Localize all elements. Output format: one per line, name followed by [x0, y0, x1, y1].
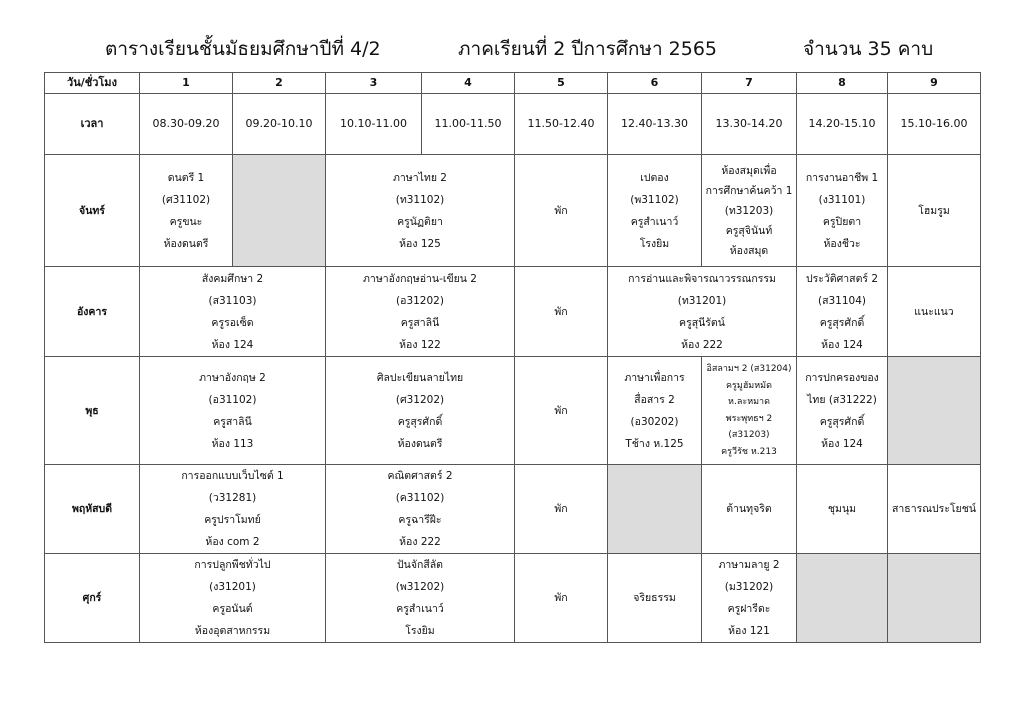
time-slot: 13.30-14.20	[702, 94, 797, 155]
day-label: ศุกร์	[45, 554, 140, 643]
empty-cell	[608, 465, 702, 554]
subject-name-cont: สื่อสาร 2	[634, 393, 675, 406]
day-label: พุธ	[45, 357, 140, 465]
class-cell: ชุมนุม	[797, 465, 888, 554]
room: ห้อง 113	[211, 437, 254, 450]
room: ห้อง 125	[399, 237, 441, 250]
room: โรงยิม	[639, 237, 670, 250]
empty-cell	[233, 155, 326, 267]
teacher: ครูสุรศักดิ์	[819, 316, 865, 329]
class-cell: ต้านทุจริต	[702, 465, 797, 554]
period-number: 7	[702, 73, 797, 94]
day-label: จันทร์	[45, 155, 140, 267]
break-cell: พัก	[515, 465, 608, 554]
room: ห้องสมุด	[729, 244, 769, 257]
break-cell: พัก	[515, 554, 608, 643]
period-number: 8	[797, 73, 888, 94]
class-cell	[797, 357, 888, 465]
class-cell	[140, 357, 326, 465]
term-label: ภาคเรียนที่ 2 ปีการศึกษา 2565	[458, 38, 718, 60]
subject-name: ปันจักสีลัต	[396, 559, 443, 571]
period-number: 4	[422, 73, 515, 94]
subject-code: (ส31103)	[208, 294, 257, 307]
class-cell	[326, 155, 515, 267]
room: โรงยิม	[405, 625, 435, 637]
subject-code: (ท31102)	[395, 193, 445, 206]
class-cell	[326, 465, 515, 554]
page-title: ตารางเรียนชั้นมัธยมศึกษาปีที่ 4/2	[105, 38, 381, 60]
subject-name: ประวัติศาสตร์ 2	[805, 272, 879, 285]
teacher: ครูปราโมทย์	[204, 514, 261, 526]
subject-code-alt: (ส31203)	[728, 430, 770, 440]
corner-cell: วัน/ชั่วโมง	[45, 73, 140, 94]
time-slot: 14.20-15.10	[797, 94, 888, 155]
class-cell	[608, 357, 702, 465]
teacher: ครูสาลินี	[400, 316, 440, 329]
period-number: 9	[888, 73, 981, 94]
class-cell	[140, 267, 326, 357]
empty-cell	[797, 554, 888, 643]
subject-code: (พ31202)	[395, 581, 445, 593]
day-row-thursday	[45, 465, 981, 554]
subject-name: อิสลามฯ 2 (ส31204)	[706, 364, 792, 374]
teacher: ครูนัฏติยา	[397, 215, 443, 228]
break-cell: พัก	[515, 267, 608, 357]
subject-code: (ศ31202)	[395, 393, 445, 406]
subject-code: (ศ31102)	[161, 193, 211, 206]
subject-name: สังคมศึกษา 2	[201, 272, 264, 285]
teacher: ครูสุรศักดิ์	[819, 415, 865, 428]
subject-code: (ค31102)	[395, 492, 445, 504]
time-label: เวลา	[45, 94, 140, 155]
subject-name: ภาษาไทย 2	[392, 171, 447, 184]
day-row-monday	[45, 155, 981, 267]
subject-name-alt: พระพุทธฯ 2	[725, 413, 773, 424]
class-cell	[140, 465, 326, 554]
subject-name: การปกครองของ	[805, 371, 879, 384]
teacher: ครูสุนีรัตน์	[679, 316, 725, 329]
class-cell: โฮมรูม	[888, 155, 981, 267]
class-cell	[702, 357, 797, 465]
teacher: ครูขนะ	[169, 215, 203, 228]
subject-code: (อ30202)	[630, 415, 679, 428]
subject-name: การงานอาชีพ 1	[805, 171, 879, 184]
day-label: อังคาร	[45, 267, 140, 357]
room: ห้อง com 2	[205, 536, 260, 548]
subject-code: (ง31101)	[818, 193, 866, 206]
time-slot: 11.00-11.50	[422, 94, 515, 155]
subject-name: การอ่านและพิจารณาวรรณกรรม	[628, 272, 776, 285]
time-slot: 09.20-10.10	[233, 94, 326, 155]
class-cell: จริยธรรม	[608, 554, 702, 643]
class-cell	[140, 554, 326, 643]
period-number: 1	[140, 73, 233, 94]
time-slot: 15.10-16.00	[888, 94, 981, 155]
room: ห้อง 222	[681, 338, 723, 351]
subject-name: ภาษาเพื่อการ	[624, 371, 685, 384]
day-row-tuesday	[45, 267, 981, 357]
teacher-room-alt: ครูวีรัช ห.213	[721, 446, 777, 457]
subject-code: (ท31201)	[677, 294, 727, 307]
period-header-row	[45, 73, 981, 94]
subject-name: การปลูกพืชทั่วไป	[194, 559, 271, 571]
empty-cell	[888, 357, 981, 465]
room: ห้อง 121	[728, 625, 770, 637]
time-row	[45, 94, 981, 155]
room: ห.ละหมาด	[728, 397, 770, 407]
subject-name: ภาษาอังกฤษ 2	[199, 371, 266, 384]
teacher: ครูอนันต์	[212, 603, 253, 615]
class-cell	[702, 155, 797, 267]
subject-name: ดนตรี 1	[167, 171, 205, 184]
subject-name: ภาษาอังกฤษอ่าน-เขียน 2	[363, 272, 477, 285]
teacher: ครูสำเนาว์	[630, 215, 679, 228]
room: ห้อง 124	[211, 338, 254, 351]
period-number: 3	[326, 73, 422, 94]
empty-cell	[888, 554, 981, 643]
break-cell: พัก	[515, 357, 608, 465]
room: ห้อง 222	[399, 536, 441, 548]
period-number: 2	[233, 73, 326, 94]
room: ห้อง 124	[821, 338, 863, 351]
teacher: ครูมูฮัมหมัด	[726, 380, 772, 391]
time-slot: 12.40-13.30	[608, 94, 702, 155]
subject-code: (อ31202)	[396, 294, 444, 307]
class-cell	[797, 155, 888, 267]
teacher: ครูสุจินันท์	[725, 224, 773, 237]
class-cell	[326, 267, 515, 357]
room: ห้องดนตรี	[163, 237, 209, 250]
day-label: พฤหัสบดี	[45, 465, 140, 554]
day-row-friday	[45, 554, 981, 643]
teacher-room: Tช้าง ห.125	[625, 437, 684, 450]
class-cell	[702, 554, 797, 643]
subject-name: เปตอง	[640, 171, 669, 184]
teacher: ครูฝารีดะ	[727, 603, 771, 615]
class-cell	[326, 554, 515, 643]
class-cell	[797, 267, 888, 357]
break-cell: พัก	[515, 155, 608, 267]
class-cell	[608, 267, 797, 357]
subject-name-cont: การศึกษาค้นคว้า 1	[705, 184, 793, 197]
subject-code: (ว31281)	[208, 492, 257, 504]
room: ห้องชีวะ	[823, 237, 861, 250]
class-cell	[140, 155, 233, 267]
subject-code: (ส31104)	[817, 294, 866, 307]
room: ห้อง 124	[821, 437, 863, 450]
time-slot: 11.50-12.40	[515, 94, 608, 155]
teacher: ครูสำเนาว์	[396, 603, 444, 615]
time-slot: 08.30-09.20	[140, 94, 233, 155]
subject-code: ไทย (ส31222)	[807, 393, 877, 406]
subject-name: ภาษามลายู 2	[718, 559, 780, 571]
timetable	[44, 72, 981, 643]
subject-code: (พ31102)	[630, 193, 679, 206]
class-cell	[326, 357, 515, 465]
class-cell: สาธารณประโยชน์	[888, 465, 981, 554]
teacher: ครูสาลินี	[213, 415, 252, 428]
day-row-wednesday	[45, 357, 981, 465]
period-count: จำนวน 35 คาบ	[803, 38, 934, 60]
room: ห้องดนตรี	[397, 437, 443, 450]
teacher: ครูปิยตา	[822, 215, 862, 228]
period-number: 5	[515, 73, 608, 94]
subject-code: (ท31203)	[724, 204, 774, 217]
subject-name: ห้องสมุดเพื่อ	[721, 164, 777, 177]
class-cell	[608, 155, 702, 267]
subject-code: (อ31102)	[208, 393, 257, 406]
subject-code: (ง31201)	[209, 581, 256, 593]
subject-name: การออกแบบเว็บไซต์ 1	[181, 470, 284, 482]
teacher: ครูสุรศักดิ์	[397, 415, 443, 428]
subject-name: คณิตศาสตร์ 2	[387, 470, 453, 482]
teacher: ครูฉารีฝีะ	[398, 514, 442, 526]
subject-name: ศิลปะเขียนลายไทย	[376, 371, 464, 384]
period-number: 6	[608, 73, 702, 94]
room: ห้องอุตสาหกรรม	[194, 625, 271, 637]
time-slot: 10.10-11.00	[326, 94, 422, 155]
teacher: ครูรอเซ็ด	[211, 316, 254, 329]
room: ห้อง 122	[399, 338, 441, 351]
class-cell: แนะแนว	[888, 267, 981, 357]
subject-code: (ม31202)	[724, 581, 774, 593]
